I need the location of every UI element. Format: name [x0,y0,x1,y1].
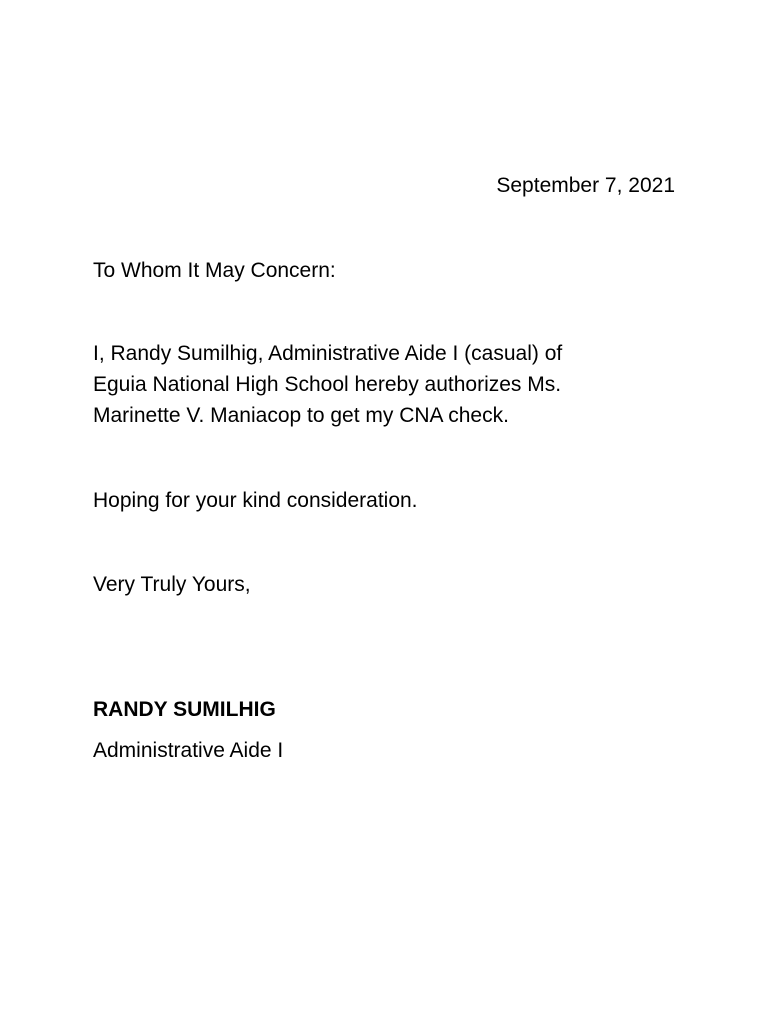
body-line: Marinette V. Maniacop to get my CNA check. [93,404,509,427]
body-line: I, Randy Sumilhig, Administrative Aide I (casual) of [93,342,563,365]
signatory-name: RANDY SUMILHIG [93,698,276,721]
complimentary-closing: Very Truly Yours, [93,573,251,596]
consideration-line: Hoping for your kind consideration. [93,489,418,512]
letter-date: September 7, 2021 [496,174,675,197]
body-line: Eguia National High School hereby authorizes Ms. [93,373,562,396]
salutation: To Whom It May Concern: [93,259,336,282]
body-paragraph [93,338,653,431]
signatory-title: Administrative Aide I [93,739,284,762]
